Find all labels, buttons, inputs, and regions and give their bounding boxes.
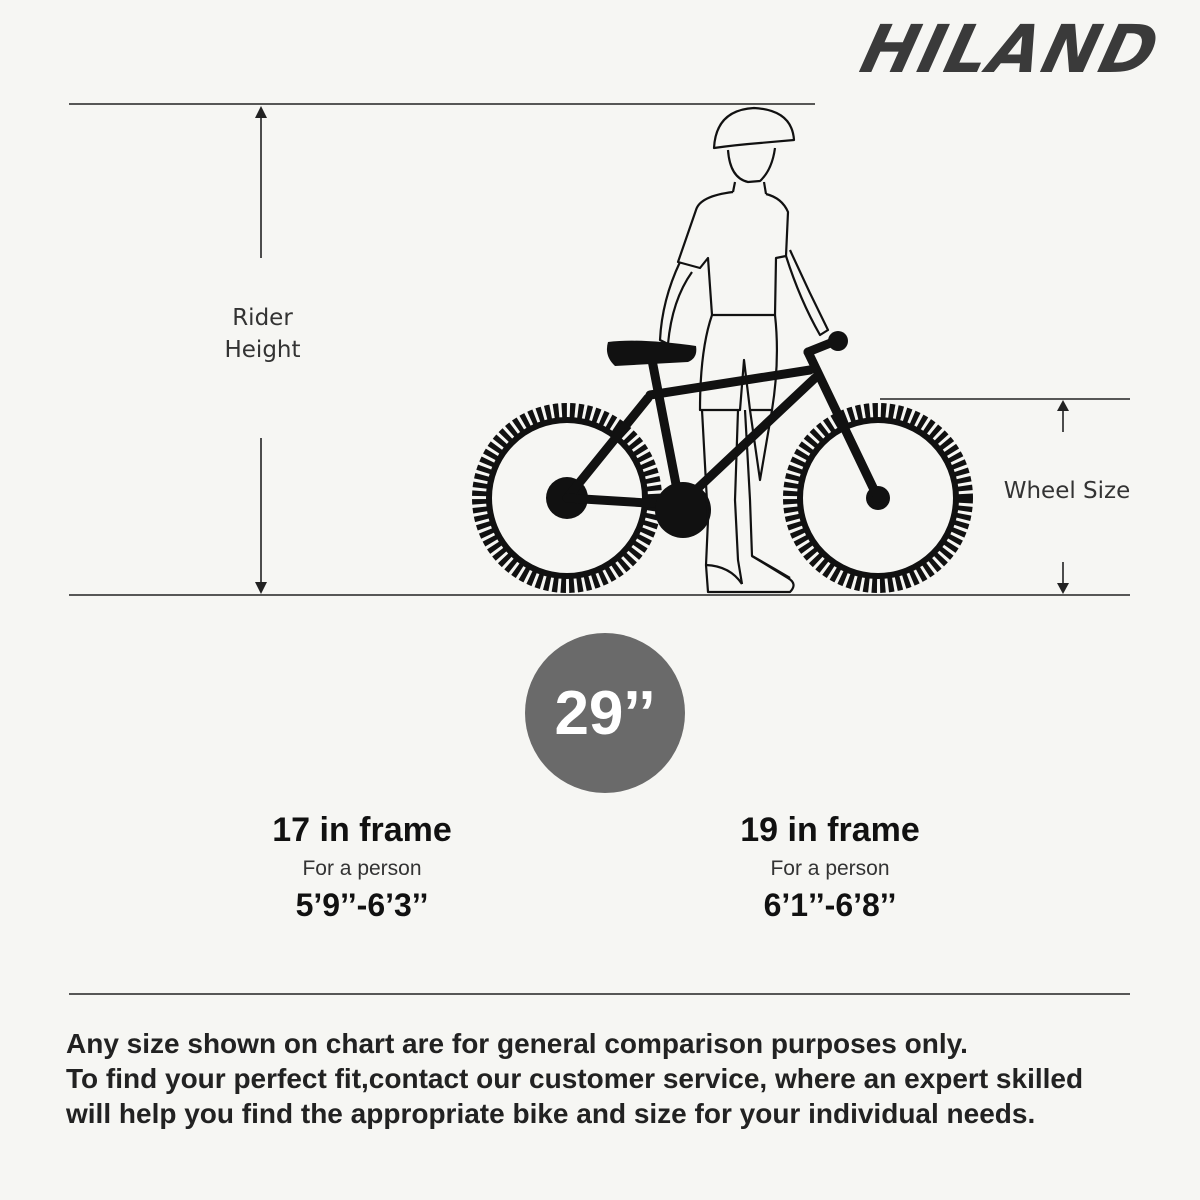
frame-subtitle: For a person (302, 857, 422, 880)
disclaimer-line2: To find your perfect fit,contact our customer service, where an expert skilled (66, 1063, 1084, 1094)
bicycle-illustration (481, 331, 964, 584)
rider-height-label (190, 302, 335, 366)
disclaimer-text (66, 1026, 1146, 1131)
height-range: 6’1’’-6’8’’ (763, 887, 897, 923)
frame-title: 19 in frame (740, 811, 920, 849)
frame-option-17 (202, 810, 522, 924)
disclaimer-line3: will help you find the appropriate bike and size for your individual needs. (66, 1098, 1036, 1129)
disclaimer-line1: Any size shown on chart are for general comparison purposes only. (66, 1028, 968, 1059)
brand-logo: HILAND (853, 11, 1168, 88)
height-range: 5’9’’-6’3’’ (295, 887, 429, 923)
rider-label-line2: Height (224, 337, 301, 363)
frame-title: 17 in frame (272, 811, 452, 849)
frame-option-19 (670, 810, 990, 924)
wheel-size-badge: 29’’ (525, 633, 685, 793)
rider-label-line1: Rider (232, 305, 293, 331)
wheel-size-label: Wheel Size (1003, 478, 1131, 504)
frame-subtitle: For a person (770, 857, 890, 880)
